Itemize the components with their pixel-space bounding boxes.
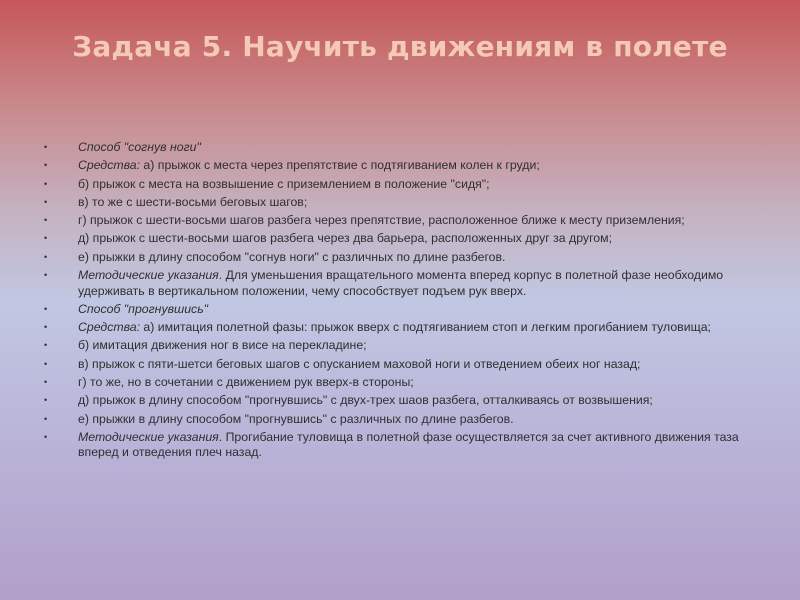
bullet-icon: • [44, 395, 48, 406]
list-item [44, 231, 764, 247]
bullet-icon: • [44, 377, 48, 388]
item-text: е) прыжки в длину способом "прогнувшись" с различных по длине разбегов. [78, 411, 514, 426]
bullet-list [44, 140, 764, 464]
bullet-icon: • [44, 322, 48, 333]
item-emphasis: Методические указания [78, 429, 219, 444]
bullet-icon: • [44, 178, 48, 189]
item-text: д) прыжок в длину способом "прогнувшись" с двух-трех шаов разбега, отталкиваясь от возвышения; [78, 393, 653, 408]
slide-title: Задача 5. Научить движениям в полете [72, 30, 728, 63]
item-text: б) прыжок с места на возвышение с приземлением в положение "сидя"; [78, 176, 490, 191]
bullet-icon: • [44, 303, 48, 314]
bullet-icon: • [44, 142, 48, 152]
list-item [44, 268, 764, 299]
item-text: г) то же, но в сочетании с движением рук вверх-в стороны; [78, 375, 414, 390]
list-item [44, 158, 764, 174]
item-text: в) то же с шести-восьми беговых шагов; [78, 194, 308, 209]
list-item [44, 338, 764, 354]
bullet-icon: • [44, 413, 48, 424]
item-emphasis: Средства: [78, 158, 141, 173]
bullet-icon: • [44, 340, 48, 351]
item-emphasis: Средства: [78, 320, 141, 335]
list-item [44, 177, 764, 193]
item-text: . Для уменьшения вращательного момента вперед корпус в полетной фазе необходимо удерживать в вертикальном положении, чему способствует подъем рук вверх. [78, 268, 724, 298]
list-item [44, 375, 764, 391]
bullet-icon: • [44, 358, 48, 369]
item-text: б) имитация движения ног в висе на перекладине; [78, 338, 367, 353]
item-emphasis: Способ "согнув ноги" [78, 140, 201, 154]
list-item [44, 393, 764, 409]
list-item [44, 302, 764, 318]
list-item [44, 250, 764, 266]
item-emphasis: Методические указания [78, 268, 219, 283]
item-text: . Прогибание туловища в полетной фазе осуществляется за счет активного движения таза вперед и отведения плеч назад. [78, 429, 739, 460]
bullet-icon: • [44, 160, 48, 171]
item-text: а) прыжок с места через препятствие с подтягиванием колен к груди; [140, 158, 540, 173]
list-item [44, 320, 764, 336]
list-item [44, 357, 764, 373]
item-text: а) имитация полетной фазы: прыжок вверх с подтягиванием стоп и легким прогибанием туловища; [140, 320, 711, 335]
bullet-icon: • [44, 431, 48, 442]
list-item [44, 140, 764, 156]
bullet-icon: • [44, 270, 48, 281]
item-emphasis: Способ "прогнувшись" [78, 301, 209, 316]
item-text: г) прыжок с шести-восьми шагов разбега через препятствие, расположенное ближе к месту приземления; [78, 213, 685, 228]
bullet-icon: • [44, 251, 48, 262]
bullet-icon: • [44, 215, 48, 226]
bullet-icon: • [44, 196, 48, 207]
item-text: д) прыжок с шести-восьми шагов разбега через два барьера, расположенных друг за другом; [78, 231, 613, 246]
item-text: е) прыжки в длину способом "согнув ноги" с различных по длине разбегов. [78, 249, 506, 264]
list-item [44, 213, 764, 229]
list-item [44, 430, 764, 461]
list-item [44, 412, 764, 428]
list-item [44, 195, 764, 211]
bullet-icon: • [44, 233, 48, 244]
item-text: в) прыжок с пяти-шетси беговых шагов с опусканием маховой ноги и отведением обеих ног назад; [78, 356, 641, 371]
